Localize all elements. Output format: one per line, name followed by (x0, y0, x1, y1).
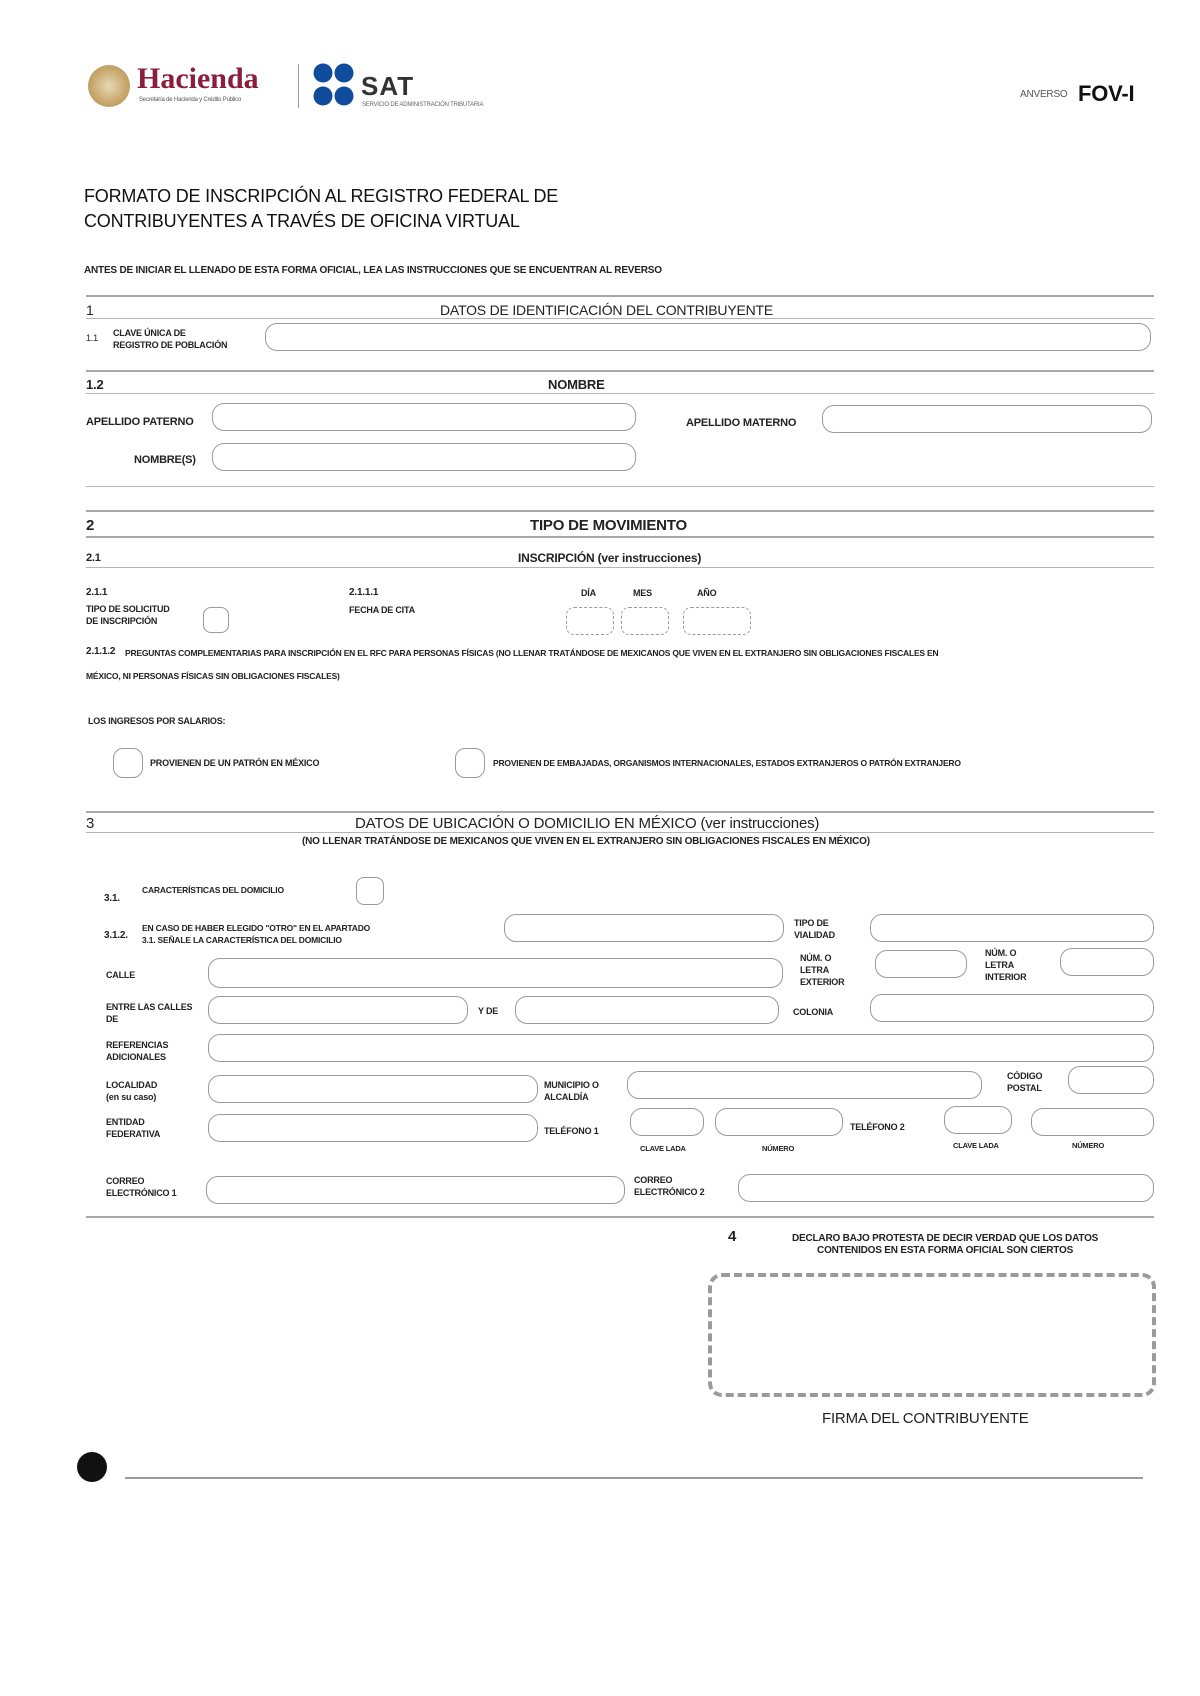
hacienda-seal-icon (88, 65, 130, 107)
patron-extranjero-label: PROVIENEN DE EMBAJADAS, ORGANISMOS INTERNACIONALES, ESTADOS EXTRANJEROS O PATRÓN EXTRANJERO (493, 758, 961, 768)
logo-divider (298, 64, 299, 108)
mes-input[interactable] (621, 607, 669, 635)
section1-title-line (86, 318, 1154, 319)
tipo-solicitud-checkbox[interactable] (203, 607, 229, 633)
patron-mexico-checkbox[interactable] (113, 748, 143, 778)
inscripcion-line (86, 567, 1154, 568)
num-exterior-label: NÚM. O LETRA EXTERIOR (800, 953, 845, 987)
section2-title: TIPO DE MOVIMIENTO (530, 517, 687, 534)
section3-number: 3 (86, 815, 95, 832)
localidad-input[interactable] (208, 1075, 538, 1103)
fecha-cita-label: FECHA DE CITA (349, 605, 415, 615)
codigo-postal-label: CÓDIGO POSTAL (1007, 1071, 1043, 1093)
page-title-line1: FORMATO DE INSCRIPCIÓN AL REGISTRO FEDERAL DE (84, 186, 559, 206)
form-code: FOV-I (1078, 81, 1135, 106)
telefono2-numero-caption: NÚMERO (1072, 1141, 1105, 1150)
page-title-line2: CONTRIBUYENTES A TRAVÉS DE OFICINA VIRTUAL (84, 211, 520, 231)
hacienda-logo-subtext: Secretaría de Hacienda y Crédito Público (139, 97, 242, 103)
sat-logo-icon (312, 62, 356, 108)
apellido-paterno-input[interactable] (212, 403, 636, 431)
nombre-title: NOMBRE (548, 377, 605, 392)
colonia-input[interactable] (870, 994, 1154, 1022)
correo2-input[interactable] (738, 1174, 1154, 1202)
fecha-cita-number: 2.1.1.1 (349, 587, 379, 598)
preguntas-text-cont: MÉXICO, NI PERSONAS FÍSICAS SIN OBLIGACIONES FISCALES) (86, 671, 340, 681)
entre-calles-input[interactable] (208, 996, 468, 1024)
municipio-input[interactable] (627, 1071, 982, 1099)
registration-mark-icon (77, 1452, 107, 1482)
correo1-input[interactable] (206, 1176, 625, 1204)
section3-top-line (86, 811, 1154, 813)
referencias-label: REFERENCIAS ADICIONALES (106, 1040, 169, 1062)
apellido-paterno-label: APELLIDO PATERNO (86, 416, 194, 428)
municipio-label: MUNICIPIO O ALCALDÍA (544, 1080, 599, 1102)
curp-input[interactable] (265, 323, 1151, 351)
localidad-label: LOCALIDAD (en su caso) (106, 1080, 158, 1102)
mes-label: MES (633, 588, 652, 598)
tipo-solicitud-number: 2.1.1 (86, 587, 108, 598)
patron-mexico-label: PROVIENEN DE UN PATRÓN EN MÉXICO (150, 758, 320, 768)
calle-input[interactable] (208, 958, 783, 988)
apellido-materno-label: APELLIDO MATERNO (686, 417, 797, 429)
dia-input[interactable] (566, 607, 614, 635)
section3-title: DATOS DE UBICACIÓN O DOMICILIO EN MÉXICO (ver instrucciones) (355, 815, 820, 832)
telefono2-lada-input[interactable] (944, 1106, 1012, 1134)
section1-number: 1 (86, 302, 94, 318)
curp-label: CLAVE ÚNICA DE REGISTRO DE POBLACIÓN (113, 328, 228, 350)
entidad-input[interactable] (208, 1114, 538, 1142)
otro-number: 3.1.2. (104, 930, 128, 941)
entidad-label: ENTIDAD FEDERATIVA (106, 1117, 161, 1139)
inscripcion-number: 2.1 (86, 552, 101, 564)
telefono1-label: TELÉFONO 1 (544, 1126, 599, 1136)
section3-bottom-line (86, 1216, 1154, 1218)
referencias-input[interactable] (208, 1034, 1154, 1062)
calle-label: CALLE (106, 970, 135, 980)
codigo-postal-input[interactable] (1068, 1066, 1154, 1094)
curp-number: 1.1 (86, 333, 98, 343)
side-label: ANVERSO (1020, 89, 1068, 100)
section1-title: DATOS DE IDENTIFICACIÓN DEL CONTRIBUYENTE (440, 302, 774, 318)
telefono1-numero-caption: NÚMERO (762, 1144, 795, 1153)
signature-box[interactable] (708, 1273, 1156, 1397)
section4-number: 4 (728, 1228, 737, 1245)
y-de-label: Y DE (478, 1006, 499, 1016)
entre-calles-label: ENTRE LAS CALLES DE (106, 1002, 193, 1024)
nombres-input[interactable] (212, 443, 636, 471)
tipo-vialidad-label: TIPO DE VIALIDAD (794, 918, 835, 940)
caracteristicas-label: CARACTERÍSTICAS DEL DOMICILIO (142, 885, 284, 895)
colonia-label: COLONIA (793, 1007, 834, 1017)
num-interior-input[interactable] (1060, 948, 1154, 976)
otro-input[interactable] (504, 914, 784, 942)
preguntas-number: 2.1.1.2 (86, 646, 116, 657)
preguntas-text: PREGUNTAS COMPLEMENTARIAS PARA INSCRIPCIÓN EN EL RFC PARA PERSONAS FÍSICAS (NO LLENAR TRATÁNDOSE DE MEXICANOS QUE VIVEN EN EL EXTRANJERO SIN OBLIGACIONES FISCALES EN (125, 648, 939, 658)
section3-subtitle: (NO LLENAR TRATÁNDOSE DE MEXICANOS QUE VIVEN EN EL EXTRANJERO SIN OBLIGACIONES FISCALES EN MÉXICO) (302, 836, 870, 847)
nombre-top-line (86, 370, 1154, 372)
section1-bottom-line (86, 486, 1154, 487)
section1-top-line (86, 295, 1154, 297)
patron-extranjero-checkbox[interactable] (455, 748, 485, 778)
correo1-label: CORREO ELECTRÓNICO 1 (106, 1176, 177, 1198)
apellido-materno-input[interactable] (822, 405, 1152, 433)
tipo-vialidad-input[interactable] (870, 914, 1154, 942)
anio-input[interactable] (683, 607, 751, 635)
anio-label: AÑO (697, 588, 717, 598)
telefono1-lada-caption: CLAVE LADA (640, 1144, 686, 1153)
num-interior-label: NÚM. O LETRA INTERIOR (985, 948, 1027, 982)
num-exterior-input[interactable] (875, 950, 967, 978)
correo2-label: CORREO ELECTRÓNICO 2 (634, 1175, 705, 1197)
telefono1-lada-input[interactable] (630, 1108, 704, 1136)
y-de-input[interactable] (515, 996, 779, 1024)
telefono1-numero-input[interactable] (715, 1108, 843, 1136)
dia-label: DÍA (581, 588, 596, 598)
nombre-number: 1.2 (86, 377, 104, 392)
sat-logo-subtext: SERVICIO DE ADMINISTRACIÓN TRIBUTARIA (362, 102, 484, 108)
otro-label: EN CASO DE HABER ELEGIDO "OTRO" EN EL APARTADO 3.1. SEÑALE LA CARACTERÍSTICA DEL DOMICILIO (142, 923, 371, 945)
section2-title-line (86, 536, 1154, 538)
section3-title-line (86, 832, 1154, 833)
declaration-text: DECLARO BAJO PROTESTA DE DECIR VERDAD QUE LOS DATOS CONTENIDOS EN ESTA FORMA OFICIAL SON CIERTOS (792, 1233, 1099, 1256)
hacienda-logo-text: Hacienda (137, 62, 259, 95)
sat-logo-text: SAT (361, 71, 415, 101)
ingresos-label: LOS INGRESOS POR SALARIOS: (88, 716, 226, 726)
section2-top-line (86, 510, 1154, 512)
tipo-solicitud-label: TIPO DE SOLICITUD DE INSCRIPCIÓN (86, 604, 170, 626)
nombre-title-line (86, 393, 1154, 394)
nombres-label: NOMBRE(S) (134, 454, 196, 466)
signature-label: FIRMA DEL CONTRIBUYENTE (822, 1410, 1029, 1427)
telefono2-lada-caption: CLAVE LADA (953, 1141, 999, 1150)
inscripcion-title: INSCRIPCIÓN (ver instrucciones) (518, 551, 702, 565)
telefono2-label: TELÉFONO 2 (850, 1122, 905, 1132)
caracteristicas-checkbox[interactable] (356, 877, 384, 905)
caracteristicas-number: 3.1. (104, 893, 120, 904)
section2-number: 2 (86, 517, 95, 534)
instructions-notice: ANTES DE INICIAR EL LLENADO DE ESTA FORMA OFICIAL, LEA LAS INSTRUCCIONES QUE SE ENCUENTRAN AL REVERSO (84, 265, 662, 276)
telefono2-numero-input[interactable] (1031, 1108, 1154, 1136)
footer-line (125, 1477, 1143, 1479)
